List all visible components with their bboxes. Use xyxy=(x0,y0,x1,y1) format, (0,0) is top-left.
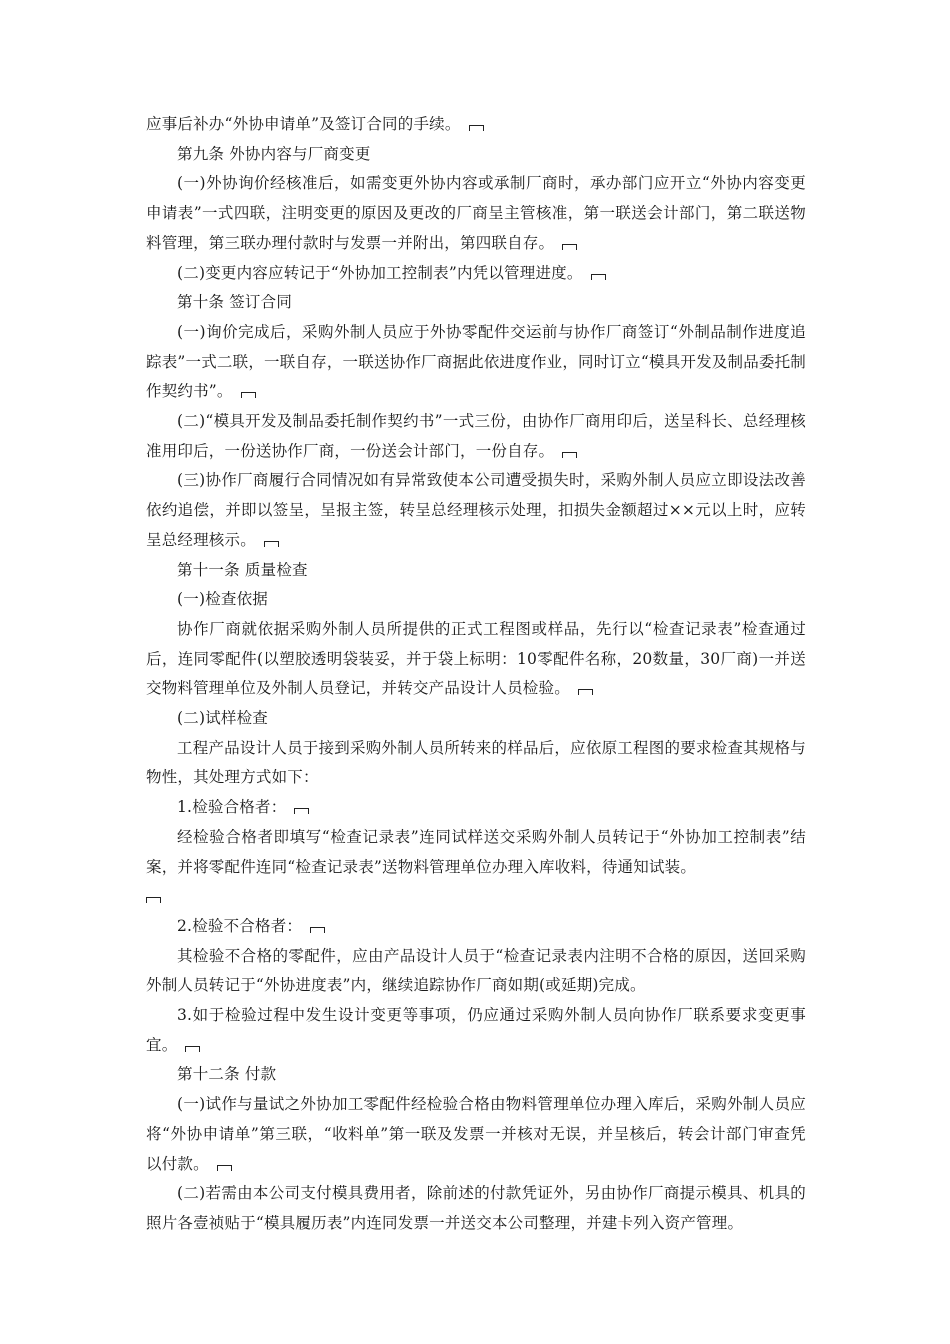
return-mark-icon xyxy=(578,689,593,695)
paragraph-20: (二)若需由本公司支付模具费用者，除前述的付款凭证外，另由协作厂商提示模具、机具的照片各壹祯贴于“模具履历表”内连同发票一并送交本公司整理，并建卡列入资产管理。 xyxy=(146,1184,806,1232)
paragraph-14: 经检验合格者即填写“检查记录表”连同试样送交采购外制人员转记于“外协加工控制表”结案，并将零配件连同“检查记录表”送物料管理单位办理入库收料，待通知试装。 xyxy=(146,827,806,876)
paragraph-12: 工程产品设计人员于接到采购外制人员所转来的样品后，应依原工程图的要求检查其规格与物性，其处理方式如下： xyxy=(146,738,806,787)
paragraph-17: 3.如于检验过程中发生设计变更等事项，仍应通过采购外制人员向协作厂联系要求变更事宜。 xyxy=(146,1006,806,1054)
paragraph-16: 其检验不合格的零配件，应由产品设计人员于“检查记录表内注明不合格的原因，送回采购外制人员转记于“外协进度表”内，继续追踪协作厂商如期(或延期)完成。 xyxy=(146,946,806,995)
section-heading-9: 第九条 外协内容与厂商变更 xyxy=(177,144,371,163)
paragraph-7: (三)协作厂商履行合同情况如有异常致使本公司遭受损失时，采购外制人员应立即设法改善依约追偿，并即以签呈，呈报主签，转呈总经理核示处理，扣损失金额超过××元以上时，应转呈总经理核示。 xyxy=(146,471,806,549)
section-heading-10: 第十条 签订合同 xyxy=(177,293,293,312)
return-mark-icon xyxy=(469,125,484,131)
return-mark-icon xyxy=(310,927,325,933)
return-mark-icon xyxy=(217,1165,232,1171)
section-heading-12: 第十二条 付款 xyxy=(177,1065,277,1084)
paragraph-19: (一)试作与量试之外协加工零配件经检验合格由物料管理单位办理入库后，采购外制人员应将“外协申请单”第三联，“收料单”第一联及发票一并核对无误，并呈核后，转会计部门审查凭以付款。 xyxy=(146,1095,806,1173)
section-heading-11: 第十一条 质量检查 xyxy=(177,560,308,579)
subheading-sample-inspection: (二)试样检查 xyxy=(177,709,268,728)
paragraph-15: 2.检验不合格者： xyxy=(146,912,806,942)
return-mark-icon xyxy=(294,808,309,814)
return-mark-icon xyxy=(562,244,577,250)
paragraph-3: (二)变更内容应转记于“外协加工控制表”内凭以管理进度。 xyxy=(146,259,806,289)
paragraph-10: 协作厂商就依据采购外制人员所提供的正式工程图或样品，先行以“检查记录表”检查通过后，连同零配件(以塑胶透明袋装妥，并于袋上标明：10零配件名称，20数量，30厂商)一并送交物料管理单位及外制人员登记，并转交产品设计人员检验。 xyxy=(146,619,806,698)
paragraph-6: (二)“模具开发及制品委托制作契约书”一式三份，由协作厂商用印后，送呈科长、总经理核准用印后，一份送协作厂商，一份送会计部门，一份自存。 xyxy=(146,412,806,460)
paragraph-2: (一)外协询价经核准后，如需变更外协内容或承制厂商时，承办部门应开立“外协内容变更申请表”一式四联，注明变更的原因及更改的厂商呈主管核准，第一联送会计部门，第二联送物料管理，第三联办理付款时与发票一并附出，第四联自存。 xyxy=(146,174,806,252)
paragraph-13: 1.检验合格者： xyxy=(146,793,806,823)
subheading-inspection-basis: (一)检查依据 xyxy=(177,590,268,609)
document-body xyxy=(146,110,806,1239)
return-mark-icon xyxy=(241,392,256,398)
return-mark-line xyxy=(146,882,806,912)
return-mark-icon xyxy=(146,897,161,903)
paragraph-0: 应事后补办“外协申请单”及签订合同的手续。 xyxy=(146,110,806,140)
paragraph-5: (一)询价完成后，采购外制人员应于外协零配件交运前与协作厂商签订“外制品制作进度追踪表”一式二联，一联自存，一联送协作厂商据此依进度作业，同时订立“模具开发及制品委托制作契约书”。 xyxy=(146,322,806,401)
return-mark-icon xyxy=(264,541,279,547)
return-mark-icon xyxy=(185,1046,200,1052)
return-mark-icon xyxy=(562,452,577,458)
return-mark-icon xyxy=(591,274,606,280)
